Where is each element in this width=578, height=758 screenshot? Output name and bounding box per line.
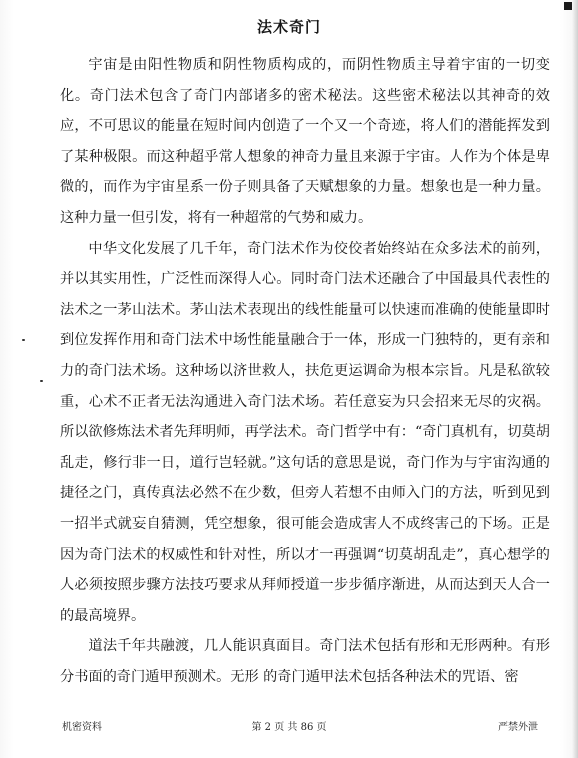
paragraph-1: 宇宙是由阳性物质和阴性物质构成的，而阴性物质主导着宇宙的一切变化。奇门法术包含了奇门内部诸多的密术秘法。这些密术秘法以其神奇的效应，不可思议的能量在短时间内创造了一个又一个奇迹，将人们的潜能挥发到了某种极限。而这种超乎常人想象的神奇力量且来源于宇宙。人作为个体是卑微的，而作为宇宙星系一份子则具备了天赋想象的力量。想象也是一种力量。这种力量一但引发，将有一种超常的气势和威力。: [60, 57, 550, 226]
body-text: [60, 50, 550, 692]
page-number: 第 2 页 共 86 页: [251, 722, 327, 733]
scan-corner-mark: [564, 2, 572, 10]
paragraph-3: 道法千年共融渡，几人能识真面目。奇门法术包括有形和无形两种。有形分书面的奇门遁甲预测术。无形 的奇门遁甲法术包括各种法术的咒语、密: [60, 638, 550, 685]
scan-speck: [40, 380, 43, 382]
paragraph-2: 中华文化发展了几千年，奇门法术作为佼佼者始终站在众多法术的前列，并以其实用性，广泛性而深得人心。同时奇门法术还融合了中国最具代表性的法术之一茅山法术。茅山法术表现出的线性能量可以快速而准确的使能量即时到位发挥作用和奇门法术中场性能量融合于一体，形成一门独特的，更有亲和力的奇门法术场。这种场以济世救人，扶危更运调命为根本宗旨。凡是私欲较重，心术不正者无法沟通进入奇门法术场。若任意妄为只会招来无尽的灾祸。所以欲修炼法术者先拜明师，再学法术。奇门哲学中有：“奇门真机有，切莫胡乱走，修行非一日，道行岂轻就。”这句话的意思是说，奇门作为与宇宙沟通的捷径之门，真传真法必然不在少数，但旁人若想不由师入门的方法，听到见到一招半式就妄自猜测，凭空想象，很可能会造成害人不成终害己的下场。正是因为奇门法术的权威性和针对性，所以才一再强调“切莫胡乱走”，真心想学的人必须按照步骤方法技巧要求从拜师授道一步步循序渐进，从而达到天人合一的最高境界。: [60, 240, 550, 624]
footer-left-label: 机密资料: [62, 722, 102, 733]
page-title: 法术奇门: [256, 18, 321, 36]
footer-right-label: 严禁外泄: [498, 722, 538, 733]
scan-speck: [22, 339, 25, 341]
page-edge-shadow: [572, 0, 578, 758]
